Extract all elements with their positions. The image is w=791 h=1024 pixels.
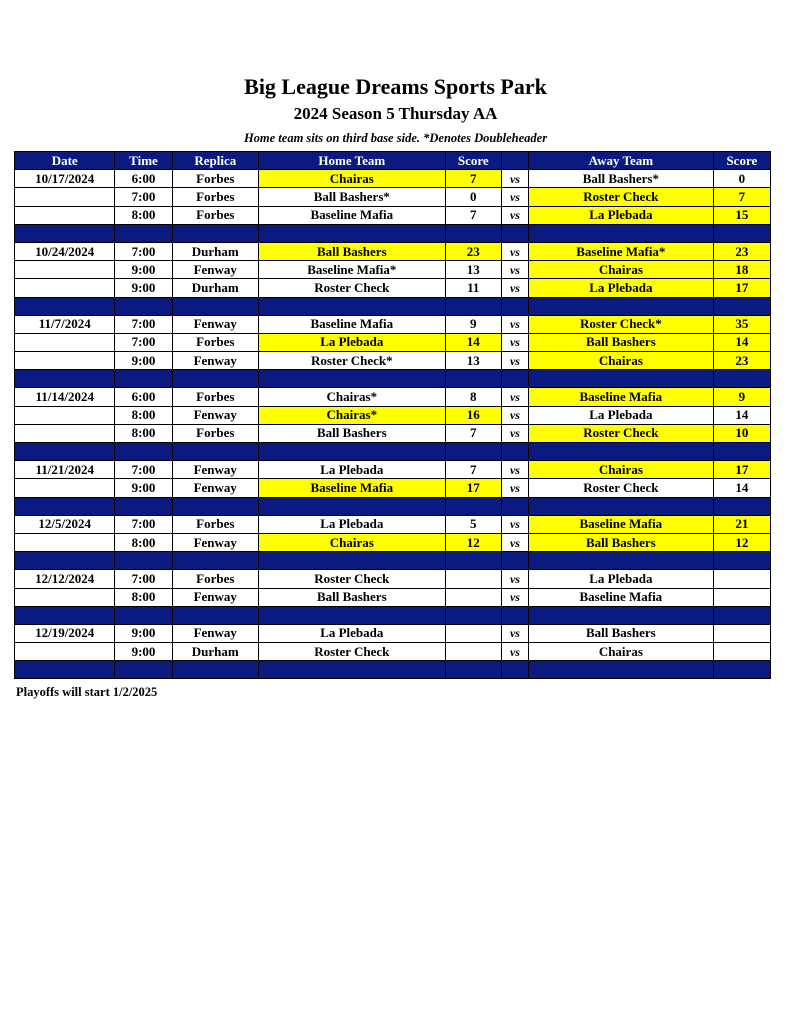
home-score-cell: 14	[445, 333, 501, 351]
replica-cell: Fenway	[172, 406, 258, 424]
separator-cell	[528, 443, 713, 461]
home-team-cell: Baseline Mafia	[258, 206, 445, 224]
home-score-cell: 7	[445, 461, 501, 479]
schedule-note: Home team sits on third base side. *Denotes Doubleheader	[243, 131, 548, 145]
separator-cell	[115, 661, 172, 679]
game-row	[15, 188, 771, 206]
home-score-cell: 11	[445, 279, 501, 297]
separator-cell	[445, 661, 501, 679]
replica-cell: Fenway	[172, 461, 258, 479]
separator-cell	[115, 443, 172, 461]
game-row	[15, 643, 771, 661]
date-cell	[15, 588, 115, 606]
game-row	[15, 388, 771, 406]
vs-cell: vs	[501, 352, 528, 370]
away-score-cell: 14	[713, 333, 770, 351]
time-cell: 9:00	[115, 352, 172, 370]
game-row	[15, 624, 771, 642]
separator-cell	[501, 297, 528, 315]
vs-cell: vs	[501, 170, 528, 188]
replica-cell: Forbes	[172, 570, 258, 588]
date-cell: 11/14/2024	[15, 388, 115, 406]
date-cell	[15, 533, 115, 551]
col-away-score-header: Score	[713, 152, 770, 170]
separator-cell	[501, 606, 528, 624]
separator-cell	[258, 661, 445, 679]
separator-cell	[15, 661, 115, 679]
separator-cell	[258, 224, 445, 242]
time-cell: 9:00	[115, 279, 172, 297]
schedule-table	[14, 151, 771, 679]
away-team-cell: Ball Bashers	[528, 333, 713, 351]
col-time-header: Time	[115, 152, 172, 170]
away-score-cell: 21	[713, 515, 770, 533]
home-score-cell	[445, 624, 501, 642]
date-cell	[15, 333, 115, 351]
week-separator	[15, 552, 771, 570]
separator-cell	[528, 370, 713, 388]
date-cell	[15, 643, 115, 661]
separator-cell	[172, 661, 258, 679]
separator-cell	[501, 224, 528, 242]
time-cell: 9:00	[115, 261, 172, 279]
vs-cell: vs	[501, 479, 528, 497]
replica-cell: Forbes	[172, 188, 258, 206]
vs-cell: vs	[501, 624, 528, 642]
separator-cell	[501, 370, 528, 388]
away-team-cell: Baseline Mafia	[528, 588, 713, 606]
vs-cell: vs	[501, 643, 528, 661]
week-separator	[15, 661, 771, 679]
away-score-cell: 23	[713, 242, 770, 260]
game-row	[15, 515, 771, 533]
home-team-cell: La Plebada	[258, 461, 445, 479]
game-row	[15, 588, 771, 606]
vs-cell: vs	[501, 242, 528, 260]
game-row	[15, 533, 771, 551]
separator-cell	[713, 224, 770, 242]
away-team-cell: Ball Bashers	[528, 624, 713, 642]
home-score-cell	[445, 570, 501, 588]
vs-cell: vs	[501, 279, 528, 297]
home-team-cell: Baseline Mafia*	[258, 261, 445, 279]
separator-cell	[528, 297, 713, 315]
separator-cell	[528, 224, 713, 242]
vs-cell: vs	[501, 461, 528, 479]
away-team-cell: Baseline Mafia	[528, 515, 713, 533]
time-cell: 6:00	[115, 170, 172, 188]
separator-cell	[713, 552, 770, 570]
time-cell: 8:00	[115, 406, 172, 424]
playoffs-note: Playoffs will start 1/2/2025	[16, 685, 158, 699]
date-cell: 11/7/2024	[15, 315, 115, 333]
home-team-cell: Ball Bashers	[258, 242, 445, 260]
separator-cell	[15, 443, 115, 461]
home-team-cell: La Plebada	[258, 333, 445, 351]
separator-cell	[115, 552, 172, 570]
replica-cell: Forbes	[172, 333, 258, 351]
time-cell: 7:00	[115, 570, 172, 588]
time-cell: 6:00	[115, 388, 172, 406]
separator-cell	[115, 297, 172, 315]
away-team-cell: Roster Check	[528, 424, 713, 442]
time-cell: 8:00	[115, 206, 172, 224]
away-score-cell	[713, 570, 770, 588]
replica-cell: Fenway	[172, 624, 258, 642]
away-score-cell: 9	[713, 388, 770, 406]
away-score-cell: 0	[713, 170, 770, 188]
away-team-cell: Baseline Mafia	[528, 388, 713, 406]
away-score-cell	[713, 588, 770, 606]
separator-cell	[258, 497, 445, 515]
replica-cell: Forbes	[172, 388, 258, 406]
home-score-cell: 17	[445, 479, 501, 497]
separator-cell	[528, 661, 713, 679]
replica-cell: Durham	[172, 279, 258, 297]
home-score-cell: 7	[445, 170, 501, 188]
home-score-cell: 23	[445, 242, 501, 260]
game-row	[15, 279, 771, 297]
separator-cell	[172, 443, 258, 461]
vs-cell: vs	[501, 333, 528, 351]
time-cell: 7:00	[115, 515, 172, 533]
separator-cell	[258, 552, 445, 570]
game-row	[15, 315, 771, 333]
separator-cell	[528, 497, 713, 515]
home-team-cell: La Plebada	[258, 515, 445, 533]
away-team-cell: Chairas	[528, 461, 713, 479]
separator-cell	[445, 552, 501, 570]
away-team-cell: La Plebada	[528, 406, 713, 424]
separator-cell	[528, 552, 713, 570]
game-row	[15, 261, 771, 279]
time-cell: 8:00	[115, 424, 172, 442]
separator-cell	[15, 370, 115, 388]
separator-cell	[445, 224, 501, 242]
separator-cell	[713, 443, 770, 461]
date-cell	[15, 279, 115, 297]
time-cell: 7:00	[115, 188, 172, 206]
schedule-body	[15, 170, 771, 679]
away-score-cell: 12	[713, 533, 770, 551]
away-score-cell: 7	[713, 188, 770, 206]
game-row	[15, 170, 771, 188]
separator-cell	[172, 497, 258, 515]
date-cell	[15, 424, 115, 442]
date-cell	[15, 206, 115, 224]
separator-cell	[445, 370, 501, 388]
replica-cell: Forbes	[172, 424, 258, 442]
date-cell	[15, 406, 115, 424]
separator-cell	[501, 497, 528, 515]
week-separator	[15, 370, 771, 388]
time-cell: 7:00	[115, 461, 172, 479]
away-score-cell: 23	[713, 352, 770, 370]
date-cell: 12/19/2024	[15, 624, 115, 642]
time-cell: 9:00	[115, 624, 172, 642]
away-team-cell: Roster Check	[528, 188, 713, 206]
game-row	[15, 352, 771, 370]
away-team-cell: La Plebada	[528, 279, 713, 297]
vs-cell: vs	[501, 406, 528, 424]
home-score-cell: 0	[445, 188, 501, 206]
replica-cell: Fenway	[172, 315, 258, 333]
game-row	[15, 570, 771, 588]
page-subtitle: 2024 Season 5 Thursday AA	[293, 104, 498, 123]
game-row	[15, 206, 771, 224]
separator-cell	[258, 370, 445, 388]
home-score-cell: 8	[445, 388, 501, 406]
vs-cell: vs	[501, 515, 528, 533]
home-team-cell: Ball Bashers*	[258, 188, 445, 206]
home-score-cell: 13	[445, 352, 501, 370]
date-cell	[15, 352, 115, 370]
time-cell: 7:00	[115, 242, 172, 260]
away-team-cell: Roster Check	[528, 479, 713, 497]
col-away-team-header: Away Team	[528, 152, 713, 170]
col-date-header: Date	[15, 152, 115, 170]
separator-cell	[713, 297, 770, 315]
separator-cell	[115, 370, 172, 388]
away-score-cell	[713, 624, 770, 642]
home-team-cell: Roster Check	[258, 643, 445, 661]
separator-cell	[445, 297, 501, 315]
away-score-cell: 17	[713, 279, 770, 297]
home-score-cell: 7	[445, 424, 501, 442]
home-score-cell	[445, 588, 501, 606]
separator-cell	[172, 297, 258, 315]
home-team-cell: Chairas	[258, 533, 445, 551]
col-home-team-header: Home Team	[258, 152, 445, 170]
separator-cell	[501, 552, 528, 570]
separator-cell	[172, 606, 258, 624]
separator-cell	[172, 552, 258, 570]
away-score-cell: 17	[713, 461, 770, 479]
date-cell	[15, 479, 115, 497]
week-separator	[15, 224, 771, 242]
separator-cell	[258, 443, 445, 461]
separator-cell	[528, 606, 713, 624]
date-cell: 12/5/2024	[15, 515, 115, 533]
col-replica-header: Replica	[172, 152, 258, 170]
away-team-cell: Baseline Mafia*	[528, 242, 713, 260]
separator-cell	[713, 661, 770, 679]
time-cell: 8:00	[115, 588, 172, 606]
home-score-cell: 12	[445, 533, 501, 551]
home-team-cell: Chairas*	[258, 388, 445, 406]
vs-cell: vs	[501, 533, 528, 551]
home-score-cell: 5	[445, 515, 501, 533]
home-score-cell: 16	[445, 406, 501, 424]
separator-cell	[713, 497, 770, 515]
away-team-cell: Chairas	[528, 352, 713, 370]
date-cell: 10/24/2024	[15, 242, 115, 260]
away-team-cell: Ball Bashers	[528, 533, 713, 551]
home-team-cell: La Plebada	[258, 624, 445, 642]
separator-cell	[258, 606, 445, 624]
time-cell: 7:00	[115, 333, 172, 351]
vs-cell: vs	[501, 588, 528, 606]
away-team-cell: La Plebada	[528, 206, 713, 224]
col-home-score-header: Score	[445, 152, 501, 170]
replica-cell: Fenway	[172, 261, 258, 279]
separator-cell	[115, 497, 172, 515]
home-team-cell: Roster Check*	[258, 352, 445, 370]
game-row	[15, 461, 771, 479]
separator-cell	[501, 661, 528, 679]
home-score-cell: 7	[445, 206, 501, 224]
separator-cell	[15, 224, 115, 242]
date-cell	[15, 188, 115, 206]
home-team-cell: Baseline Mafia	[258, 315, 445, 333]
replica-cell: Durham	[172, 643, 258, 661]
game-row	[15, 479, 771, 497]
week-separator	[15, 297, 771, 315]
home-score-cell: 13	[445, 261, 501, 279]
vs-cell: vs	[501, 206, 528, 224]
replica-cell: Fenway	[172, 479, 258, 497]
date-cell: 12/12/2024	[15, 570, 115, 588]
game-row	[15, 333, 771, 351]
home-team-cell: Ball Bashers	[258, 588, 445, 606]
time-cell: 8:00	[115, 533, 172, 551]
home-team-cell: Roster Check	[258, 279, 445, 297]
separator-cell	[115, 224, 172, 242]
separator-cell	[15, 297, 115, 315]
separator-cell	[15, 497, 115, 515]
away-score-cell	[713, 643, 770, 661]
away-team-cell: Ball Bashers*	[528, 170, 713, 188]
time-cell: 7:00	[115, 315, 172, 333]
separator-cell	[713, 370, 770, 388]
away-score-cell: 10	[713, 424, 770, 442]
home-score-cell: 9	[445, 315, 501, 333]
replica-cell: Durham	[172, 242, 258, 260]
separator-cell	[172, 370, 258, 388]
replica-cell: Forbes	[172, 170, 258, 188]
separator-cell	[445, 497, 501, 515]
vs-cell: vs	[501, 188, 528, 206]
col-vs-header	[501, 152, 528, 170]
away-team-cell: La Plebada	[528, 570, 713, 588]
away-score-cell: 15	[713, 206, 770, 224]
game-row	[15, 242, 771, 260]
game-row	[15, 406, 771, 424]
separator-cell	[445, 606, 501, 624]
home-team-cell: Roster Check	[258, 570, 445, 588]
separator-cell	[713, 606, 770, 624]
home-team-cell: Chairas*	[258, 406, 445, 424]
replica-cell: Fenway	[172, 352, 258, 370]
vs-cell: vs	[501, 388, 528, 406]
date-cell	[15, 261, 115, 279]
separator-cell	[15, 606, 115, 624]
away-team-cell: Roster Check*	[528, 315, 713, 333]
replica-cell: Fenway	[172, 533, 258, 551]
vs-cell: vs	[501, 315, 528, 333]
vs-cell: vs	[501, 424, 528, 442]
replica-cell: Forbes	[172, 515, 258, 533]
home-team-cell: Chairas	[258, 170, 445, 188]
home-team-cell: Baseline Mafia	[258, 479, 445, 497]
home-team-cell: Ball Bashers	[258, 424, 445, 442]
away-score-cell: 18	[713, 261, 770, 279]
away-score-cell: 14	[713, 479, 770, 497]
vs-cell: vs	[501, 261, 528, 279]
game-row	[15, 424, 771, 442]
separator-cell	[501, 443, 528, 461]
separator-cell	[258, 297, 445, 315]
away-team-cell: Chairas	[528, 261, 713, 279]
home-score-cell	[445, 643, 501, 661]
time-cell: 9:00	[115, 643, 172, 661]
away-team-cell: Chairas	[528, 643, 713, 661]
time-cell: 9:00	[115, 479, 172, 497]
separator-cell	[172, 224, 258, 242]
away-score-cell: 14	[713, 406, 770, 424]
week-separator	[15, 497, 771, 515]
separator-cell	[445, 443, 501, 461]
separator-cell	[115, 606, 172, 624]
header-row	[15, 152, 771, 170]
week-separator	[15, 606, 771, 624]
date-cell: 10/17/2024	[15, 170, 115, 188]
date-cell: 11/21/2024	[15, 461, 115, 479]
week-separator	[15, 443, 771, 461]
replica-cell: Fenway	[172, 588, 258, 606]
separator-cell	[15, 552, 115, 570]
away-score-cell: 35	[713, 315, 770, 333]
page-title: Big League Dreams Sports Park	[244, 74, 547, 99]
replica-cell: Forbes	[172, 206, 258, 224]
vs-cell: vs	[501, 570, 528, 588]
